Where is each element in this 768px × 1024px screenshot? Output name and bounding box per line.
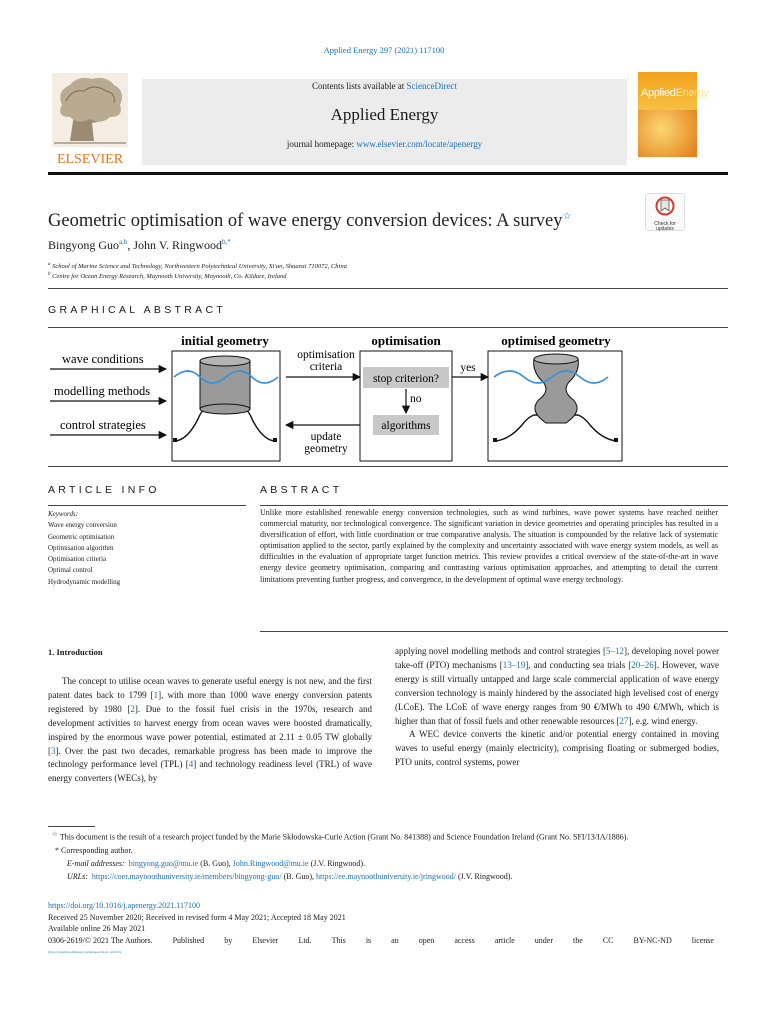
homepage-prefix: journal homepage:	[286, 139, 357, 149]
initial-geometry-title: initial geometry	[181, 333, 269, 348]
paragraph: The concept to utilise ocean waves to generate useful energy is not new, and the first patent dates back to 1799 [1], with more than 1000 wave energy conversion patents registered by 1980 [2]. Due to the fossil fuel crisis in the 1970s, research and development activities to harvest energy from ocean waves were boosted dramatically, inspired by the enormous wave power potential, estimated at 2.11 ± 0.05 TW globally [3]. Over the past two decades, remarkable progress has been made to improve the technology performance level (TPL) [4] and technology readiness level (TRL) of wave energy converters (WECs), by	[48, 676, 373, 784]
update-label-2: geometry	[304, 443, 348, 455]
abstract-body: Unlike more established renewable energy conversion technologies, such as wind turbines, wave power systems have reached neither commercial maturity, nor technological convergence. The significant variation in device geometries and operating principles has resulted in a diversification of effort, with little coordination or true comparative analysis. The situation is compounded by the relative lack of systematic optimisation applied to the sector, partly explained by the complexity and uncertainty associated with wave energy system models, as well as difficulties in the evaluation of appropriate target function metrics. This review provides a critical overview of the state-of-the-art in wave energy device geometry optimisation, comparing and contrasting various optimisation approaches, and attempting to detail the current limitations preventing further progress, and convergence, in the development of optimal wave energy technology.	[260, 508, 718, 584]
keyword: Optimisation criteria	[48, 555, 107, 564]
url-link[interactable]: https://ee.maynoothuniversity.ie/jringwood/	[316, 871, 456, 881]
author-list: Bingyong Guo$^{a,b}$, John V. Ringwood$^{b,*}$	[48, 238, 231, 252]
license-url-link[interactable]: (http://creativecommons.org/licenses/by-nc-nd/4.0/).	[48, 950, 122, 954]
divider	[48, 327, 728, 328]
email-link[interactable]: John.Ringwood@mu.ie	[232, 858, 309, 868]
publisher-name: ELSEVIER	[56, 152, 124, 167]
footnote-rule	[48, 826, 95, 827]
author-ringwood: John V. Ringwood	[133, 238, 222, 252]
reference-link[interactable]: 1	[153, 689, 159, 700]
sciencedirect-link[interactable]: ScienceDirect	[406, 81, 457, 91]
divider	[48, 466, 728, 467]
keyword: Optimisation algorithm	[48, 543, 114, 552]
title-footnote-mark[interactable]: ☆	[562, 211, 572, 222]
header-rule	[48, 172, 728, 175]
paper-title: Geometric optimisation of wave energy conversion devices: A survey☆	[48, 211, 572, 232]
keywords-list	[48, 509, 248, 588]
received-dates: Received 25 November 2020; Received in revised form 4 May 2021; Accepted 18 May 2021	[48, 912, 346, 922]
check-for-updates-label: Check for updates	[654, 221, 676, 232]
journal-cover-image[interactable]	[638, 72, 709, 157]
algorithms-label: algorithms	[381, 420, 431, 432]
reference-link[interactable]: 20–26	[631, 659, 654, 670]
reference-link[interactable]: 2	[130, 703, 135, 714]
elsevier-logo[interactable]	[48, 71, 132, 167]
doi-link[interactable]: https://doi.org/10.1016/j.apenergy.2021.117100	[48, 901, 200, 910]
keyword: Wave energy conversion	[48, 521, 117, 530]
graphical-abstract-heading: GRAPHICAL ABSTRACT	[48, 304, 227, 316]
divider	[260, 505, 728, 506]
article-info-heading: ARTICLE INFO	[48, 484, 160, 496]
email-link[interactable]: bingyong.guo@mu.ie	[128, 858, 199, 868]
homepage-line	[142, 139, 627, 149]
yes-label: yes	[460, 362, 476, 374]
keyword: Geometric optimisation	[48, 532, 115, 541]
criteria-label-2: criteria	[309, 361, 343, 373]
abstract-heading: ABSTRACT	[260, 484, 343, 496]
check-for-updates-button[interactable]	[645, 193, 685, 231]
divider	[48, 288, 728, 289]
reference-link[interactable]: 5–12	[605, 646, 624, 656]
update-label-1: update	[310, 431, 342, 443]
optimisation-title: optimisation	[371, 333, 441, 348]
journal-title: Applied Energy	[330, 105, 439, 124]
contents-line	[142, 81, 627, 91]
corresponding-footnote: * Corresponding author.	[55, 845, 133, 855]
paragraph: applying novel modelling methods and control strategies [5–12], developing novel power take-off (PTO) mechanisms [13–19], and conducting sea trials [20–26]. However, wave energy is still virtually untapped and large scale commercial application of wave energy conversion technology is mainly hindered by the associated high levelised cost of energy (LCoE). The LCoE of wave energy ranges from 90 €/MWh to 490 €/MWh, which is higher than that of fossil fuels and other renewable resources [27], e.g. wind energy.	[395, 646, 719, 726]
journal-header	[48, 71, 728, 172]
reference-link[interactable]: 27	[619, 715, 629, 726]
email-footnote: E-mail addresses: bingyong.guo@mu.ie (B. Guo), John.Ringwood@mu.ie (J.V. Ringwood).	[67, 858, 366, 868]
keywords-label: Keywords:	[48, 510, 79, 518]
divider	[48, 505, 246, 506]
body-column-right	[395, 645, 719, 770]
journal-citation[interactable]: Applied Energy 297 (2021) 117100	[323, 45, 445, 55]
introduction-heading: 1. Introduction	[48, 647, 103, 657]
publication-info	[48, 900, 720, 959]
reference-link[interactable]: 13–19	[502, 659, 526, 670]
cover-title: AppliedEnergy	[641, 87, 709, 99]
funding-footnote: ☆ This document is the result of a research project funded by the Marie Skłodowska-Curie Action (Grant No. 841388) and Science Foundation Ireland (Grant No. SFI/13/IA/1886).	[52, 831, 629, 842]
optimised-geometry-title: optimised geometry	[501, 333, 611, 348]
check-for-updates-icon	[655, 196, 675, 216]
input-modelling-methods: modelling methods	[54, 384, 151, 398]
author-guo: Bingyong Guo	[48, 238, 120, 252]
keyword: Optimal control	[48, 566, 93, 575]
paragraph: A WEC device converts the kinetic and/or potential energy contained in moving waves to useful energy (mainly electricity), comprising floating or submerged bodies, PTO units, control systems, power	[395, 729, 719, 768]
divider	[260, 631, 728, 632]
affiliation-a: $^a$ School of Marine Science and Technology, Northwestern Polytechnical University, Xi'an, Shaanxi 710072, China	[48, 262, 347, 271]
available-online: Available online 26 May 2021	[48, 924, 146, 933]
stop-criterion-label: stop criterion?	[372, 373, 440, 385]
footnotes	[48, 828, 720, 883]
contents-prefix: Contents lists available at	[312, 81, 407, 91]
criteria-label-1: optimisation	[297, 349, 355, 361]
affiliation-b: $^b$ Centre for Ocean Energy Research, Maynooth University, Maynooth, Co. Kildare, Ireland	[48, 272, 287, 281]
author-ringwood-affiliation[interactable]: b,*	[221, 238, 231, 246]
no-label: no	[410, 393, 422, 405]
url-footnote: URLs: https://coer.maynoothuniversity.ie/members/bingyong-guo/ (B. Guo), https://ee.maynoothuniversity.ie/jringwood/ (J.V. Ringwood).	[67, 871, 513, 881]
reference-link[interactable]: 3	[51, 745, 56, 756]
body-column-left	[48, 675, 372, 786]
keyword: Hydrodynamic modelling	[48, 577, 121, 586]
input-control-strategies: control strategies	[60, 418, 146, 432]
graphical-abstract-figure	[48, 331, 728, 463]
url-link[interactable]: https://coer.maynoothuniversity.ie/members/bingyong-guo/	[91, 871, 282, 881]
reference-link[interactable]: 4	[188, 759, 194, 770]
author-guo-affiliation[interactable]: a,b	[119, 238, 128, 246]
input-wave-conditions: wave conditions	[62, 352, 144, 366]
license-line: 0306-2619/© 2021 The Authors. Published by Elsevier Ltd. This is an open access article under the CC BY-NC-ND license	[48, 935, 714, 945]
journal-homepage-link[interactable]: www.elsevier.com/locate/apenergy	[356, 139, 483, 149]
journal-header-panel	[142, 79, 627, 165]
